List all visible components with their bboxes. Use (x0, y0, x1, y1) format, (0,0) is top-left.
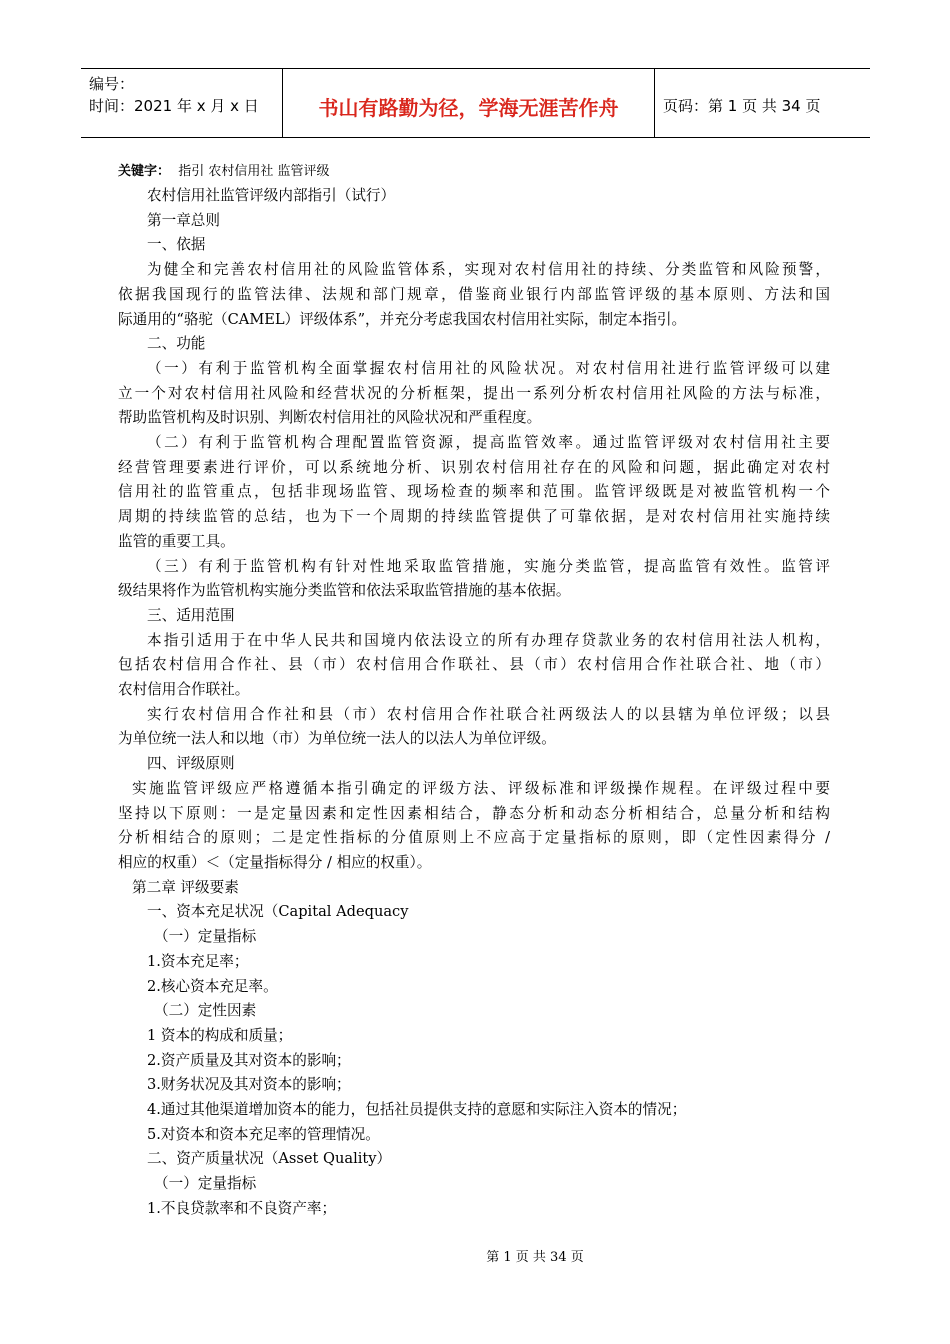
paragraph-line: （三）有利于监管机构有针对性地采取监管措施，实施分类监管，提高监管有效性。监管评 (147, 557, 830, 575)
section-heading: 四、评级原则 (147, 755, 235, 773)
section-heading: 二、功能 (147, 335, 206, 353)
paragraph-line: （二）有利于监管机构合理配置监管资源，提高监管效率。通过监管评级对农村信用社主要 (147, 434, 830, 452)
paragraph-line: 周期的持续监管的总结，也为下一个周期的持续监管提供了可靠依据，是对农村信用社实施持续 (118, 508, 830, 526)
list-item: 3.财务状况及其对资本的影响； (147, 1076, 351, 1094)
paragraph-line: 级结果将作为监管机构实施分类监管和依法采取监管措施的基本依据。 (118, 582, 571, 600)
section-heading: 一、依据 (147, 236, 206, 254)
page-header (81, 68, 870, 138)
subsection-heading: （一）定量指标 (154, 928, 257, 946)
list-item: 5.对资本和资本充足率的管理情况。 (147, 1125, 380, 1143)
paragraph-line: 本指引适用于在中华人民共和国境内依法设立的所有办理存贷款业务的农村信用社法人机构， (147, 631, 830, 649)
list-item: 2.核心资本充足率。 (147, 977, 278, 995)
document-body (118, 160, 830, 1222)
header-meta (81, 69, 283, 137)
document-number-label: 编号： (89, 75, 135, 93)
list-item: 1.资本充足率； (147, 952, 249, 970)
keywords-line (118, 160, 830, 184)
paragraph-line: 际通用的“骆驼（CAMEL）评级体系”，并充分考虑我国农村信用社实际，制定本指引。 (118, 310, 687, 328)
list-item: 2.资产质量及其对资本的影响； (147, 1051, 351, 1069)
section-heading: 三、适用范围 (147, 606, 235, 624)
paragraph-line: 包括农村信用合作社、县（市）农村信用合作联社、县（市）农村信用合作社联合社、地（市） (118, 656, 830, 674)
chapter-heading: 第一章总则 (147, 211, 220, 229)
paragraph-line: 监管的重要工具。 (118, 532, 235, 550)
paragraph-line: 相应的权重）＜（定量指标得分 / 相应的权重）。 (118, 853, 432, 871)
section-heading: 二、资产质量状况（Asset Quality） (147, 1150, 392, 1168)
header-motto: 书山有路勤为径，学海无涯苦作舟 (283, 69, 655, 137)
doc-title: 农村信用社监管评级内部指引（试行） (147, 187, 396, 204)
paragraph-line: 立一个对农村信用社风险和经营状况的分析框架，提出一系列分析农村信用社风险的方法与标准， (118, 384, 830, 402)
subsection-heading: （一）定量指标 (154, 1175, 257, 1193)
keywords-value: 指引 农村信用社 监管评级 (178, 164, 330, 179)
list-item: 1.不良贷款率和不良资产率； (147, 1199, 337, 1217)
header-page-label: 页码：第 1 页 共 34 页 (663, 96, 821, 115)
paragraph-line: 依据我国现行的监管法律、法规和部门规章，借鉴商业银行内部监管评级的基本原则、方法和国 (118, 285, 830, 303)
keywords-label: 关键字： (118, 164, 171, 179)
paragraph-line: 经营管理要素进行评价，可以系统地分析、识别农村信用社存在的风险和问题，据此确定对农村 (118, 458, 830, 476)
section-heading: 一、资本充足状况（Capital Adequacy (147, 903, 409, 921)
chapter-heading: 第二章 评级要素 (132, 878, 239, 896)
paragraph-line: 信用社的监管重点，包括非现场监管、现场检查的频率和范围。监管评级既是对被监管机构一个 (118, 483, 830, 501)
document-time-label: 时间：2021 年 x 月 x 日 (89, 97, 259, 115)
page-footer: 第 1 页 共 34 页 (486, 1250, 584, 1265)
paragraph-line: 农村信用合作联社。 (118, 681, 250, 699)
paragraph-line: 坚持以下原则：一是定量因素和定性因素相结合，静态分析和动态分析相结合，总量分析和结构 (118, 804, 830, 822)
paragraph-line: 为单位统一法人和以地（市）为单位统一法人的以法人为单位评级。 (118, 730, 556, 748)
list-item: 1 资本的构成和质量； (147, 1026, 293, 1044)
subsection-heading: （二）定性因素 (154, 1002, 257, 1020)
list-item: 4.通过其他渠道增加资本的能力，包括社员提供支持的意愿和实际注入资本的情况； (147, 1101, 687, 1119)
paragraph-line: 实施监管评级应严格遵循本指引确定的评级方法、评级标准和评级操作规程。在评级过程中要 (132, 779, 830, 797)
paragraph-line: （一）有利于监管机构全面掌握农村信用社的风险状况。对农村信用社进行监管评级可以建 (147, 359, 830, 377)
paragraph-line: 为健全和完善农村信用社的风险监管体系，实现对农村信用社的持续、分类监管和风险预警， (147, 261, 830, 279)
paragraph-line: 分析相结合的原则；二是定性指标的分值原则上不应高于定量指标的原则，即（定性因素得分 / (118, 829, 830, 847)
paragraph-line: 帮助监管机构及时识别、判断农村信用社的风险状况和严重程度。 (118, 409, 542, 427)
paragraph-line: 实行农村信用合作社和县（市）农村信用合作社联合社两级法人的以县辖为单位评级；以县 (147, 705, 830, 723)
